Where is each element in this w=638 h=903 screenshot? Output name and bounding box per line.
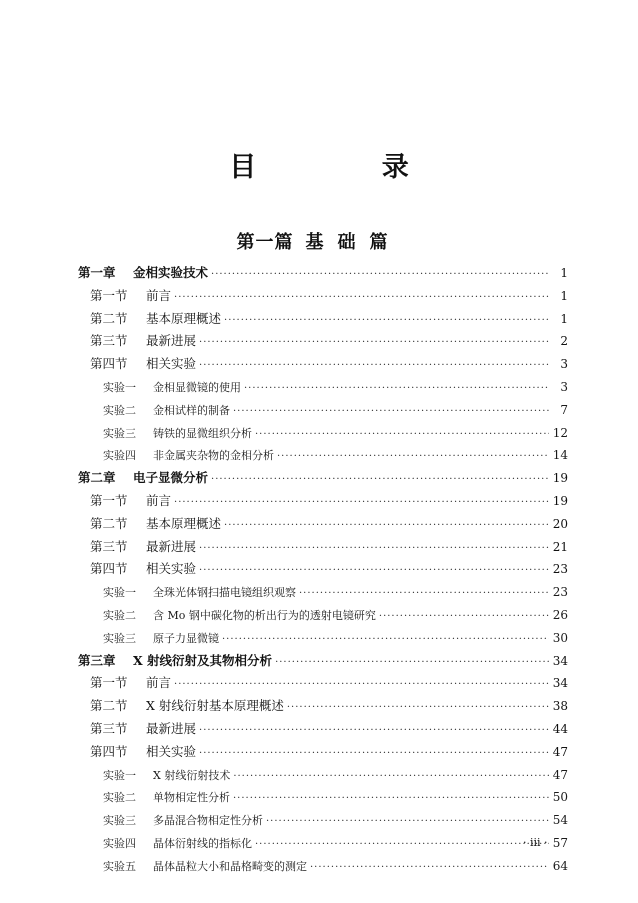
- toc-entry-number: 实验三: [103, 631, 136, 645]
- part-heading: [0, 231, 638, 255]
- toc-entry-title: 全珠光体钢扫描电镜组织观察: [153, 586, 296, 600]
- toc-entry-page: 38: [552, 699, 568, 714]
- toc-entry-page: 21: [552, 539, 568, 554]
- toc-entry-page: 1: [560, 288, 568, 303]
- toc-dot-leader: [174, 674, 549, 695]
- toc-entry-section: [78, 558, 568, 581]
- page-number: · iii ·: [523, 836, 548, 849]
- toc-entry-page: 3: [560, 357, 568, 372]
- toc-entry-number: 实验三: [103, 814, 136, 828]
- toc-entry-title: X 射线衍射基本原理概述: [146, 698, 284, 714]
- toc-entry-section: [78, 695, 568, 718]
- toc-entry-title: 相关实验: [146, 561, 197, 577]
- toc-entry-section: [78, 308, 568, 331]
- toc-entry-experiment: [78, 809, 568, 832]
- toc-dot-leader: [174, 492, 549, 513]
- toc-dot-leader: [255, 424, 549, 445]
- toc-entry-page: 50: [552, 790, 568, 805]
- toc-entry-number: 第四节: [90, 356, 128, 372]
- toc-entry-page: 44: [552, 721, 568, 736]
- toc-entry-number: 第二节: [90, 515, 128, 531]
- toc-entry-number: 实验二: [103, 608, 136, 622]
- toc-dot-leader: [233, 788, 549, 809]
- part-prefix: 第一篇: [236, 232, 294, 253]
- toc-dot-leader: [199, 332, 549, 353]
- toc-entry-number: 第一节: [90, 675, 128, 691]
- toc-entry-number: 第二章: [78, 470, 116, 486]
- toc-entry-page: 1: [560, 266, 568, 280]
- toc-entry-chapter: [78, 650, 568, 673]
- toc-entry-title: 前言: [146, 675, 172, 691]
- toc-entry-experiment: [78, 422, 568, 445]
- toc-entry-experiment: [78, 581, 568, 604]
- toc-dot-leader: [277, 446, 549, 467]
- toc-entry-number: 实验二: [103, 791, 136, 805]
- toc-entry-title: 金相显微镜的使用: [153, 380, 241, 394]
- toc-entry-title: 相关实验: [146, 743, 197, 759]
- toc-entry-experiment: [78, 604, 568, 627]
- toc-dot-leader: [233, 401, 549, 422]
- toc-entry-title: 相关实验: [146, 356, 197, 372]
- toc-dot-leader: [199, 355, 549, 376]
- toc-entry-page: 12: [552, 425, 568, 440]
- toc-entry-number: 实验二: [103, 403, 136, 417]
- toc-dot-leader: [174, 287, 549, 308]
- toc-entry-page: 64: [552, 858, 568, 873]
- toc-entry-page: 20: [552, 516, 568, 531]
- toc-entry-page: 19: [552, 471, 568, 486]
- toc-dot-leader: [211, 264, 549, 285]
- toc-entry-chapter: [78, 467, 568, 490]
- toc-entry-title: 铸铁的显微组织分析: [153, 426, 252, 440]
- toc-entry-number: 实验四: [103, 836, 136, 850]
- toc-entry-page: 26: [552, 607, 568, 622]
- toc-entry-page: 7: [560, 402, 568, 417]
- toc-entry-number: 实验一: [103, 586, 136, 600]
- toc-entry-page: 19: [552, 493, 568, 508]
- toc-entry-title: 电子显微分析: [133, 470, 209, 486]
- toc-entry-title: 原子力显微镜: [153, 631, 219, 645]
- toc-entry-number: 第三节: [90, 538, 128, 554]
- toc-entry-number: 实验四: [103, 449, 136, 463]
- toc-entry-title: 单物相定性分析: [153, 791, 230, 805]
- toc-entry-section: [78, 353, 568, 376]
- toc-entry-number: 第三章: [78, 652, 116, 668]
- toc-entry-page: 54: [552, 813, 568, 828]
- toc-entry-page: 47: [552, 744, 568, 759]
- toc-entry-experiment: [78, 764, 568, 787]
- toc-entry-page: 23: [552, 562, 568, 577]
- toc-dot-leader: [199, 720, 549, 741]
- toc-entry-number: 实验五: [103, 859, 136, 873]
- toc-entry-section: [78, 718, 568, 741]
- toc-entry-title: X 射线衍射及其物相分析: [133, 652, 273, 668]
- table-of-contents: [78, 262, 568, 878]
- toc-entry-page: 57: [552, 835, 568, 850]
- toc-dot-leader: [199, 560, 549, 581]
- toc-entry-number: 第二节: [90, 310, 128, 326]
- toc-entry-experiment: [78, 399, 568, 422]
- toc-entry-title: 前言: [146, 287, 172, 303]
- toc-entry-experiment: [78, 444, 568, 467]
- toc-entry-number: 第三节: [90, 720, 128, 736]
- toc-dot-leader: [255, 834, 549, 855]
- toc-entry-experiment: [78, 786, 568, 809]
- toc-entry-experiment: [78, 832, 568, 855]
- toc-entry-section: [78, 536, 568, 559]
- toc-entry-number: 第三节: [90, 333, 128, 349]
- toc-dot-leader: [224, 515, 549, 536]
- toc-dot-leader: [224, 310, 549, 331]
- toc-dot-leader: [299, 583, 549, 604]
- toc-dot-leader: [275, 652, 549, 673]
- toc-entry-section: [78, 490, 568, 513]
- toc-entry-title: 基本原理概述: [146, 515, 222, 531]
- toc-entry-title: 非金属夹杂物的金相分析: [153, 449, 274, 463]
- toc-entry-title: 晶体晶粒大小和晶格畸变的测定: [153, 859, 307, 873]
- toc-entry-number: 第四节: [90, 561, 128, 577]
- toc-entry-title: 金相试样的制备: [153, 403, 230, 417]
- toc-entry-title: 前言: [146, 492, 172, 508]
- toc-dot-leader: [199, 743, 549, 764]
- toc-entry-title: 最新进展: [146, 720, 197, 736]
- toc-entry-number: 第一节: [90, 492, 128, 508]
- toc-entry-page: 23: [552, 585, 568, 600]
- toc-entry-title: 最新进展: [146, 333, 197, 349]
- toc-entry-page: 47: [552, 767, 568, 782]
- toc-entry-number: 第四节: [90, 743, 128, 759]
- toc-entry-title: 金相实验技术: [133, 265, 209, 280]
- toc-entry-section: [78, 672, 568, 695]
- toc-entry-page: 3: [560, 379, 568, 394]
- toc-entry-number: 第二节: [90, 698, 128, 714]
- toc-entry-page: 2: [560, 334, 568, 349]
- toc-entry-experiment: [78, 855, 568, 878]
- toc-entry-title: 含 Mo 钢中碳化物的析出行为的透射电镜研究: [153, 608, 376, 622]
- toc-entry-number: 第一节: [90, 287, 128, 303]
- toc-dot-leader: [233, 766, 549, 787]
- toc-dot-leader: [266, 811, 549, 832]
- toc-entry-chapter: [78, 262, 568, 285]
- toc-entry-title: 最新进展: [146, 538, 197, 554]
- toc-entry-section: [78, 741, 568, 764]
- toc-entry-experiment: [78, 376, 568, 399]
- toc-entry-page: 14: [552, 448, 568, 463]
- toc-dot-leader: [287, 697, 549, 718]
- toc-entry-section: [78, 285, 568, 308]
- toc-entry-section: [78, 330, 568, 353]
- toc-entry-experiment: [78, 627, 568, 650]
- page-title: 目 录: [229, 152, 467, 183]
- toc-entry-page: 30: [552, 630, 568, 645]
- toc-entry-title: 晶体衍射线的指标化: [153, 836, 252, 850]
- toc-dot-leader: [310, 857, 549, 878]
- toc-dot-leader: [244, 378, 549, 399]
- toc-entry-page: 34: [552, 676, 568, 691]
- toc-dot-leader: [222, 629, 549, 650]
- toc-entry-title: 基本原理概述: [146, 310, 222, 326]
- toc-dot-leader: [379, 606, 549, 627]
- toc-entry-number: 第一章: [78, 265, 116, 280]
- toc-entry-title: 多晶混合物相定性分析: [153, 814, 263, 828]
- toc-entry-number: 实验三: [103, 426, 136, 440]
- toc-entry-page: 34: [552, 653, 568, 668]
- toc-entry-number: 实验一: [103, 380, 136, 394]
- toc-entry-title: X 射线衍射技术: [153, 768, 231, 782]
- toc-entry-section: [78, 513, 568, 536]
- toc-entry-number: 实验一: [103, 768, 136, 782]
- toc-entry-page: 1: [560, 311, 568, 326]
- toc-dot-leader: [199, 538, 549, 559]
- toc-dot-leader: [211, 469, 549, 490]
- part-name: 基础篇: [305, 232, 402, 253]
